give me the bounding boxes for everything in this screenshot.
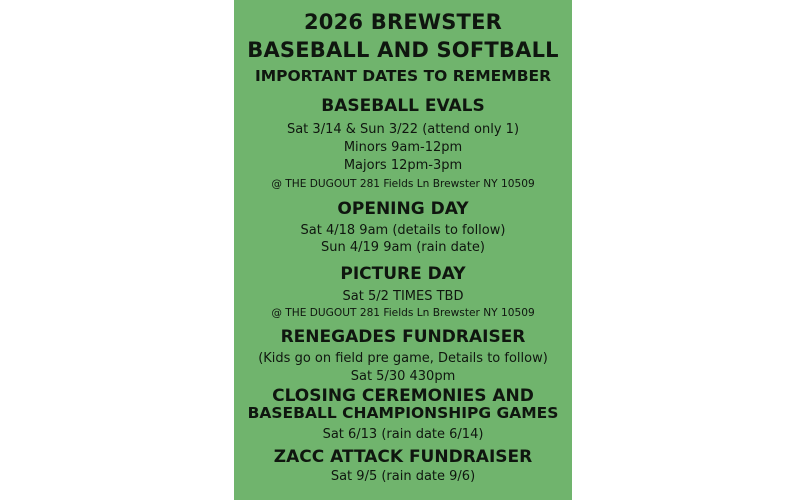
section-heading-closing-ceremonies: CLOSING CEREMONIES AND	[272, 386, 534, 406]
section-address: @ THE DUGOUT 281 Fields Ln Brewster NY 10509	[271, 178, 535, 190]
section-line: Sat 3/14 & Sun 3/22 (attend only 1)	[286, 122, 520, 137]
section-line: (Kids go on field pre game, Details to follow)	[258, 351, 548, 366]
section-line: Sun 4/19 9am (rain date)	[321, 240, 485, 255]
section-line: Majors 12pm-3pm	[343, 158, 463, 173]
flyer-title-line-2: BASEBALL AND SOFTBALL	[247, 38, 559, 62]
section-line: Sat 5/2 TIMES TBD	[342, 289, 464, 304]
section-line: Sat 5/30 430pm	[350, 369, 456, 384]
flyer-subtitle: IMPORTANT DATES TO REMEMBER	[254, 67, 552, 85]
section-heading-baseball-evals: BASEBALL EVALS	[321, 96, 485, 116]
section-line: Sat 6/13 (rain date 6/14)	[322, 427, 484, 442]
section-heading-zacc-attack-fundraiser: ZACC ATTACK FUNDRAISER	[273, 447, 533, 467]
section-line: Sat 9/5 (rain date 9/6)	[330, 469, 476, 484]
section-address: @ THE DUGOUT 281 Fields Ln Brewster NY 10509	[271, 307, 535, 319]
schedule-flyer	[234, 0, 572, 500]
section-heading-picture-day: PICTURE DAY	[340, 264, 466, 284]
section-heading-championship-games: BASEBALL CHAMPIONSHIPG GAMES	[247, 404, 559, 422]
section-heading-opening-day: OPENING DAY	[337, 199, 469, 219]
section-line: Minors 9am-12pm	[343, 140, 463, 155]
flyer-title-line-1: 2026 BREWSTER	[303, 10, 502, 34]
section-heading-renegades-fundraiser: RENEGADES FUNDRAISER	[280, 327, 526, 347]
cropped-next-heading	[234, 494, 572, 500]
section-line: Sat 4/18 9am (details to follow)	[300, 223, 506, 238]
